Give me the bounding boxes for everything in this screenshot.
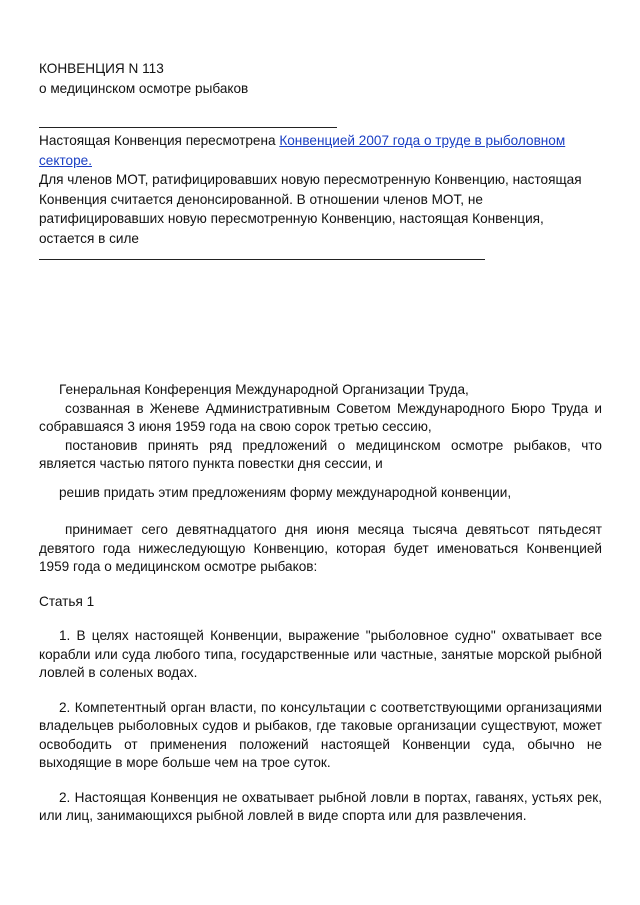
article-1-item: 2. Компетентный орган власти, по консультации с соответствующими организациями владельцев рыболовных судов и рыбаков, где таковые организации существуют, может освободить от применения положений настоящей Конвенции суда, обычно не выходящие в море больше чем на трое суток.: [39, 699, 602, 770]
revision-link[interactable]: Конвенцией 2007 года о труде в рыболовном секторе.: [39, 133, 566, 168]
preamble-decided: постановив принять ряд предложений о медицинском осмотре рыбаков, что является частью пятого пункта повестки дня сессии, и: [39, 437, 602, 471]
title-block: [39, 59, 248, 99]
convention-subtitle: о медицинском осмотре рыбаков: [39, 81, 249, 96]
preamble-form: решив придать этим предложениям форму международной конвенции,: [59, 484, 512, 500]
preamble-conference: Генеральная Конференция Международной Организации Труда,: [59, 382, 469, 397]
divider-top: [39, 127, 337, 128]
note-status: Для членов МОТ, ратифицировавших новую пересмотренную Конвенцию, настоящая Конвенция считается денонсированной. В отношении членов МОТ, не ратифицировавших новую пересмотренную Конвенцию, настоящая Конвенция, остается в силе: [39, 172, 582, 246]
preamble-convened: созванная в Женеве Административным Советом Международного Бюро Труда и собравшаяся 3 июня 1959 года на свою сорок третью сессию,: [39, 400, 602, 434]
article-1-item: 2. Настоящая Конвенция не охватывает рыбной ловли в портах, гаванях, устьях рек, или лиц, занимающихся рыбной ловлей в виде спорта или для развлечения.: [39, 789, 602, 823]
article-1-heading: Статья 1: [39, 593, 95, 609]
note-intro: Настоящая Конвенция пересмотрена: [39, 133, 280, 148]
divider-bottom: [39, 259, 485, 260]
convention-title: КОНВЕНЦИЯ N 113: [39, 61, 164, 76]
convention-body: [39, 381, 602, 826]
article-1-item: 1. В целях настоящей Конвенции, выражение "рыболовное судно" охватывает все корабли или суда любого типа, государственные или частные, занятые морской рыбной ловлей в соленых водах.: [39, 628, 602, 680]
revision-note: [39, 131, 602, 248]
preamble-adopts: принимает сего девятнадцатого дня июня месяца тысяча девятьсот пятьдесят девятого года нижеследующую Конвенцию, которая будет именоваться Конвенцией 1959 года о медицинском осмотре рыбаков:: [39, 522, 602, 574]
